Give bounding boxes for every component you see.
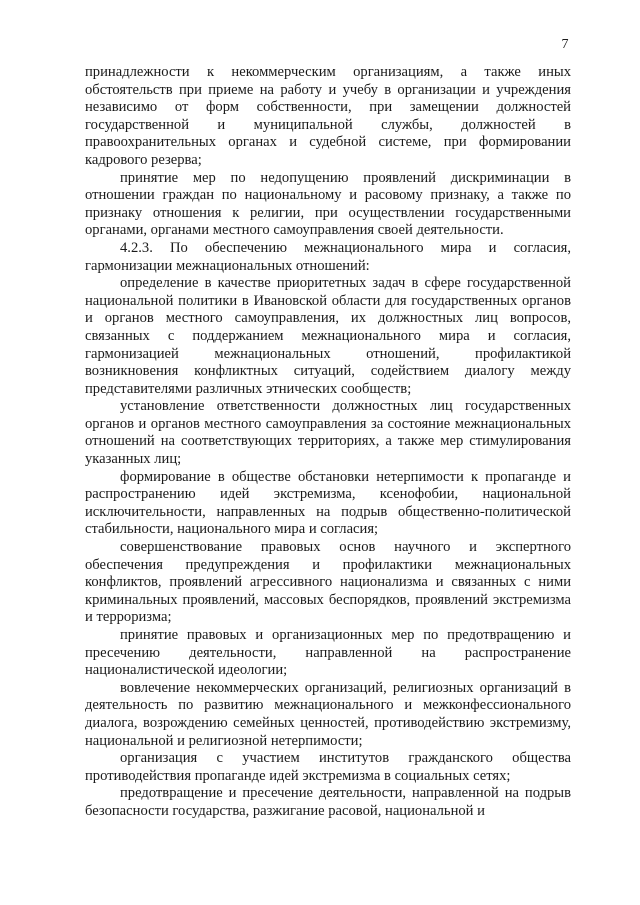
paragraph: организация с участием институтов гражданского общества противодействия пропаганде идей экстремизма в социальных сетях; [85, 750, 571, 784]
paragraph: принятие мер по недопущению проявлений дискриминации в отношении граждан по национальному и расовому признаку, а также по признаку отношения к религии, при осуществлении государственными органами, органами местного самоуправления своей деятельности. [85, 169, 571, 239]
paragraph: совершенствование правовых основ научного и экспертного обеспечения предупреждения и профилактики межнациональных конфликтов, проявлений агрессивного национализма и связанных с ними криминальных проявлений, массовых беспорядков, проявлений экстремизма и терроризма; [85, 539, 571, 626]
paragraph: определение в качестве приоритетных задач в сфере государственной национальной политики в Ивановской области для государственных органов и органов местного самоуправления, их должностных лиц вопросов, связанных с поддержанием межнационального мира и согласия, гармонизацией межнациональных отношений, профилактикой возникновения конфликтных ситуаций, содействием диалогу между представителями различных этнических сообществ; [85, 275, 571, 397]
document-body [85, 64, 571, 821]
paragraph: установление ответственности должностных лиц государственных органов и органов местного самоуправления за состояние межнациональных отношений на соответствующих территориях, а также мер стимулирования указанных лиц; [85, 398, 571, 468]
paragraph: формирование в обществе обстановки нетерпимости к пропаганде и распространению идей экстремизма, ксенофобии, национальной исключительности, направленных на подрыв общественно-политической стабильности, национального мира и согласия; [85, 468, 571, 538]
page-number: 7 [561, 37, 569, 52]
paragraph: принадлежности к некоммерческим организациям, а также иных обстоятельств при приеме на работу и учебу в организации и учреждения независимо от форм собственности, при замещении должностей государственной и муниципальной службы, должностей в правоохранительных органах и судебной системе, при формировании кадрового резерва; [85, 64, 571, 168]
paragraph: 4.2.3. По обеспечению межнационального мира и согласия, гармонизации межнациональных отношений: [85, 239, 571, 274]
paragraph: вовлечение некоммерческих организаций, религиозных организаций в деятельность по развитию межнационального и межконфессионального диалога, возрождению семейных ценностей, противодействию экстремизму, национальной и религиозной нетерпимости; [85, 679, 571, 749]
paragraph: предотвращение и пресечение деятельности, направленной на подрыв безопасности государства, разжигание расовой, национальной и [85, 785, 571, 819]
paragraph: принятие правовых и организационных мер по предотвращению и пресечению деятельности, направленной на распространение националистической идеологии; [85, 627, 571, 679]
